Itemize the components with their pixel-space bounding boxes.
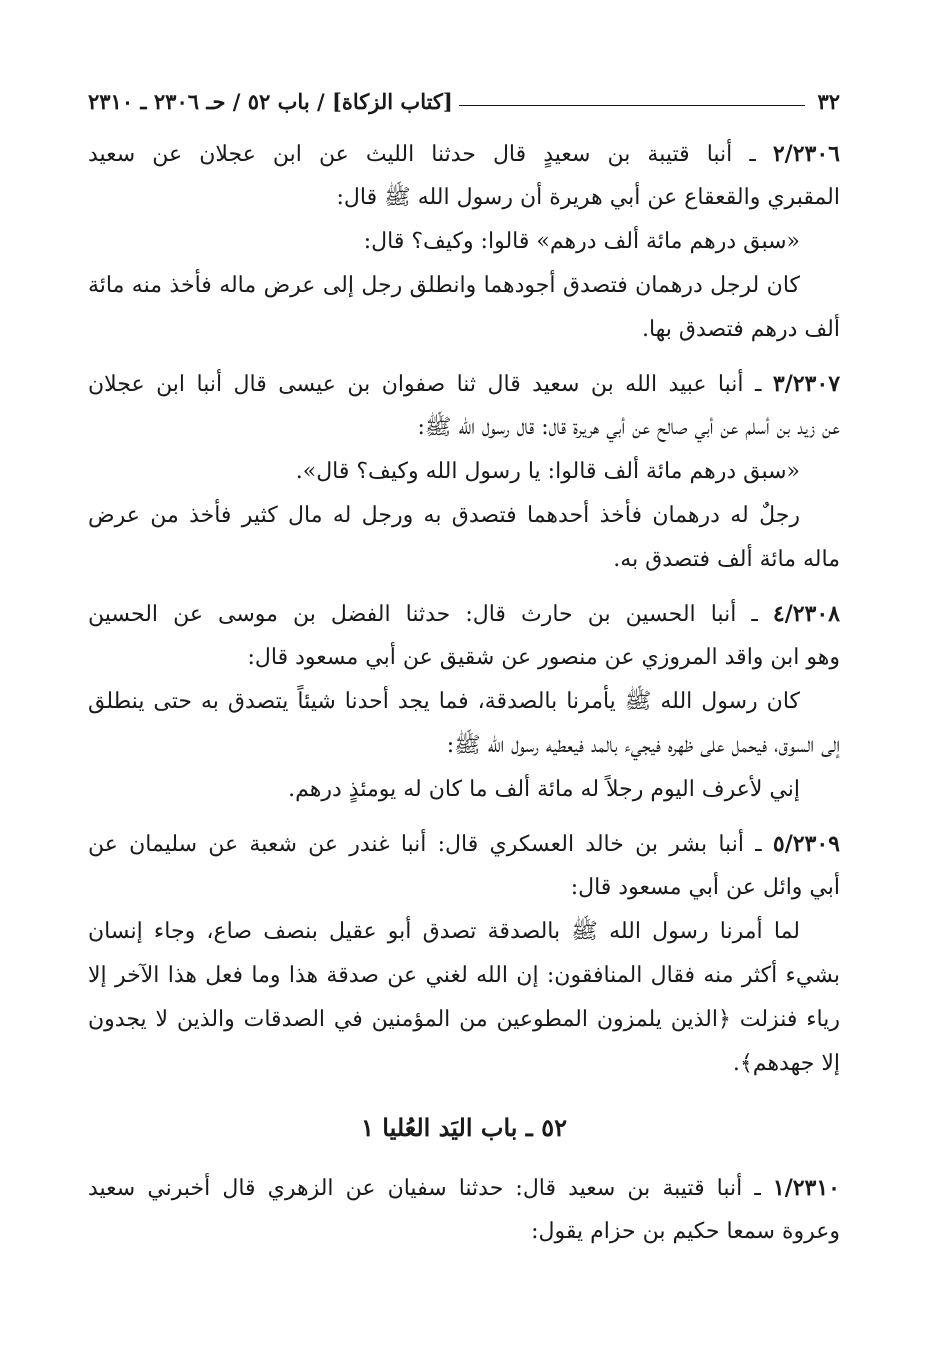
isnad-line: ٤/٢٣٠٨ ـ أنبا الحسين بن حارث قال: حدثنا الفضل بن موسى عن الحسين [88,601,840,627]
isnad-line: عن زيد بن أسلم عن أبي صالح عن أبي هريرة قال: قال رسول الله ﷺ: [417,415,840,440]
hadith-quote: إني لأعرف اليوم رجلاً له مائة ألف ما كان له يومئذٍ درهم. [288,777,800,802]
hadith-number: ٢/٢٣٠٦ [772,141,840,167]
isnad-line: ٣/٢٣٠٧ ـ أنبا عبيد الله بن سعيد قال ثنا صفوان بن عيسى قال أنبا ابن عجلان [88,371,840,397]
isnad-line: أبي وائل عن أبي مسعود قال: [570,875,840,900]
hadith-text-line: كان رسول الله ﷺ يأمرنا بالصدقة، فما يجد أحدنا شيئاً يتصدق به حتى ينطلق [88,689,800,714]
page-body [88,132,840,1254]
hadith-text-line: لما أمرنا رسول الله ﷺ بالصدقة تصدق أبو عقيل بنصف صاع، وجاء إنسان [88,919,800,944]
isnad-line: ١/٢٣١٠ ـ أنبا قتيبة بن سعيد قال: حدثنا سفيان عن الزهري قال أخبرني سعيد [88,1175,840,1201]
hadith-number: ١/٢٣١٠ [772,1175,840,1201]
hadith-entry [88,822,840,1086]
hadith-entry [88,362,840,582]
hadith-text-line: بشيء أكثر منه فقال المنافقون: إن الله لغني عن صدقة هذا وما فعل هذا الآخر إلا [88,963,840,988]
header-title: [كتاب الزكاة] / باب ٥٢ / حـ ٢٣٠٦ ـ ٢٣١٠ [88,89,453,114]
hadith-text-line: إلى السوق، فيحمل على ظهره فيجيء بالمد فيعطيه رسول الله ﷺ: [446,733,840,758]
running-header [88,82,840,114]
header-rule [459,105,806,106]
isnad-line: ٢/٢٣٠٦ ـ أنبا قتيبة بن سعيدٍ قال حدثنا الليث عن ابن عجلان عن سعيد [88,141,840,167]
hadith-text-line: ألف درهم فتصدق بها. [641,317,840,342]
hadith-number: ٣/٢٣٠٧ [772,371,840,397]
hadith-number: ٥/٢٣٠٩ [772,831,840,857]
hadith-text-line: ماله مائة ألف فتصدق به. [613,547,840,572]
hadith-quote: «سبق درهم مائة ألف قالوا: يا رسول الله وكيف؟ قال». [295,459,800,484]
page-number: ٣٢ [817,89,840,114]
section-title: ٥٢ ـ باب اليَد العُليا ١ [361,1113,567,1142]
hadith-text-line: كان لرجل درهمان فتصدق أجودهما وانطلق رجل إلى عرض ماله فأخذ منه مائة [88,273,800,298]
isnad-line: المقبري والقعقاع عن أبي هريرة أن رسول الله ﷺ قال: [336,185,840,210]
hadith-quote: «سبق درهم مائة ألف درهم» قالوا: وكيف؟ قال: [363,229,800,254]
isnad-line: وعروة سمعا حكيم بن حزام يقول: [531,1219,840,1244]
hadith-entry [88,592,840,812]
hadith-text-line: إلا جهدهم﴾. [732,1051,840,1076]
isnad-line: ٥/٢٣٠٩ ـ أنبا بشر بن خالد العسكري قال: أنبا غندر عن شعبة عن سليمان عن [88,831,840,857]
hadith-entry [88,132,840,352]
hadith-number: ٤/٢٣٠٨ [772,601,840,627]
isnad-line: وهو ابن واقد المروزي عن منصور عن شقيق عن أبي مسعود قال: [247,645,840,670]
hadith-entry [88,1166,840,1254]
hadith-text-line: رياء فنزلت ﴿الذين يلمزون المطوعين من المؤمنين في الصدقات والذين لا يجدون [88,1007,840,1032]
hadith-text-line: رجلٌ له درهمان فأخذ أحدهما فتصدق به ورجل له مال كثير فأخذ من عرض [88,503,800,528]
